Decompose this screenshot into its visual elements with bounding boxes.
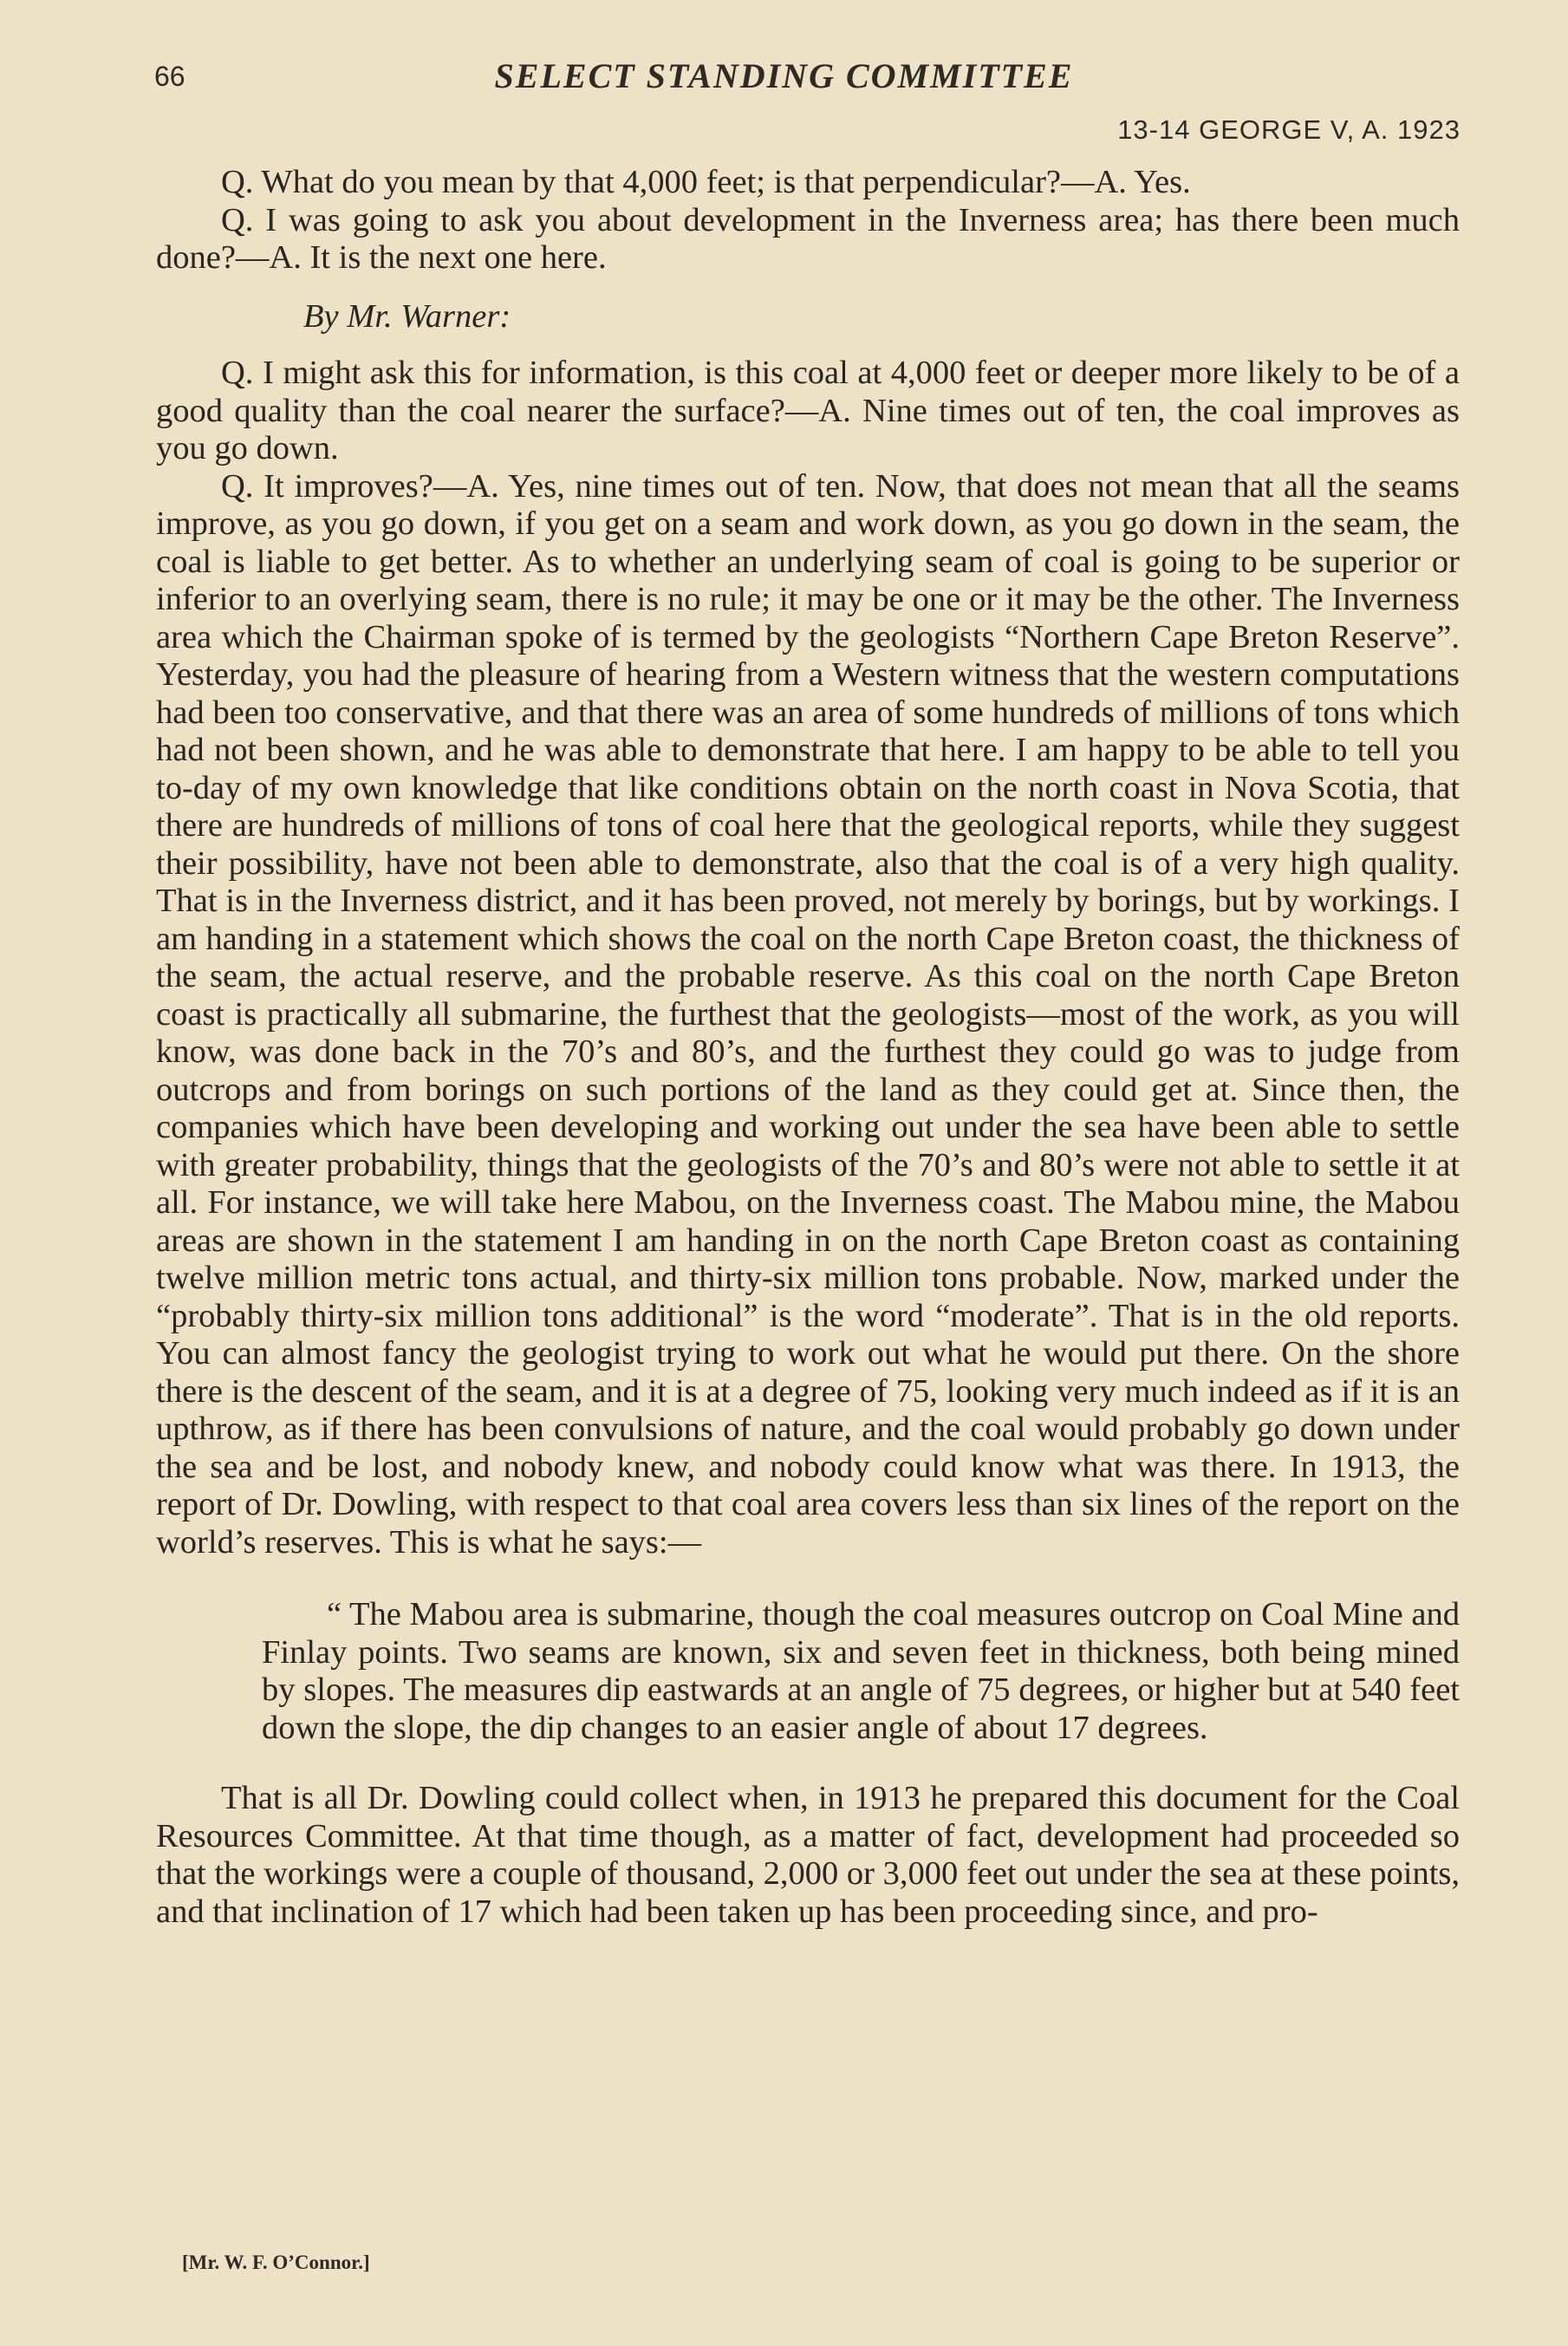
paragraph: Q. I was going to ask you about development in the Inverness area; has there been much done?—A. It is the next one here.: [156, 201, 1460, 276]
quote-text: “ The Mabou area is submarine, though the coal measures outcrop on Coal Mine and Finlay points. Two seams are known, six and seven feet in thickness, both being mined by slopes. The measures dip eastwards at an angle of 75 degrees, or higher but at 540 feet down the slope, the dip changes to an easier angle of about 17 degrees.: [262, 1596, 1460, 1746]
speaker-footer: [Mr. W. F. O’Connor.]: [182, 2252, 370, 2273]
session-label: 13-14 GEORGE V, A. 1923: [1117, 114, 1461, 145]
paragraph: Q. What do you mean by that 4,000 feet; is that perpendicular?—A. Yes.: [221, 164, 1191, 200]
page-number: 66: [154, 61, 185, 92]
paragraph: Q. It improves?—A. Yes, nine times out of ten. Now, that does not mean that all the seams improve, as you go down, if you get on a seam and work down, as you go down in the seam, the coal is liable to get better. As to whether an underlying seam of coal is going to be superior or inferior to an overlying seam, there is no rule; it may be one or it may be the other. The Inverness area which the Chairman spoke of is termed by the geologists “Northern Cape Breton Reserve”. Yesterday, you had the pleasure of hearing from a Western witness that the western computations had been too conservative, and that there was an area of some hundreds of millions of tons which had not been shown, and he was able to demonstrate that here. I am happy to be able to tell you to-day of my own knowledge that like conditions obtain on the north coast in Nova Scotia, that there are hundreds of millions of tons of coal here that the geological reports, while they suggest their possibility, have not been able to demonstrate, also that the coal is of a very high quality. That is in the Inverness district, and it has been proved, not merely by borings, but by workings. I am handing in a statement which shows the coal on the north Cape Breton coast, the thickness of the seam, the actual reserve, and the probable reserve. As this coal on the north Cape Breton coast is practically all submarine, the furthest that the geologists—most of the work, as you will know, was done back in the 70’s and 80’s, and the furthest they could go was to judge from outcrops and from borings on such portions of the land as they could get at. Since then, the companies which have been developing and working out under the sea have been able to settle with greater probability, things that the geologists of the 70’s and 80’s were not able to settle it at all. For instance, we will take here Mabou, on the Inverness coast. The Mabou mine, the Mabou areas are shown in the statement I am handing in on the north Cape Breton coast as containing twelve million metric tons actual, and thirty-six million tons probable. Now, marked under the “probably thirty-six million tons additional” is the word “moderate”. That is in the old reports. You can almost fancy the geologist trying to work out what he would put there. On the shore there is the descent of the seam, and it is at a degree of 75, looking very much indeed as if it is an upthrow, as if there has been convulsions of nature, and the coal would probably go down under the sea and be lost, and nobody knew, and nobody could know what was there. In 1913, the report of Dr. Dowling, with respect to that coal area covers less than six lines of the report on the world’s reserves. This is what he says:—: [156, 467, 1460, 1561]
block-quote: [262, 1596, 1460, 1747]
document-body: [156, 164, 1460, 1931]
paragraph: Q. I might ask this for information, is this coal at 4,000 feet or deeper more likely to be of a good quality than the coal nearer the surface?—A. Nine times out of ten, the coal improves as you go down.: [156, 355, 1460, 466]
examiner-heading: By Mr. Warner:: [303, 297, 511, 335]
running-title: SELECT STANDING COMMITTEE: [494, 56, 1074, 95]
paragraph: That is all Dr. Dowling could collect when, in 1913 he prepared this document for the Coal Resources Committee. At that time though, as a matter of fact, development had proceeded so that the workings were a couple of thousand, 2,000 or 3,000 feet out under the sea at these points, and that inclination of 17 which had been taken up has been proceeding since, and pro-: [156, 1780, 1460, 1930]
